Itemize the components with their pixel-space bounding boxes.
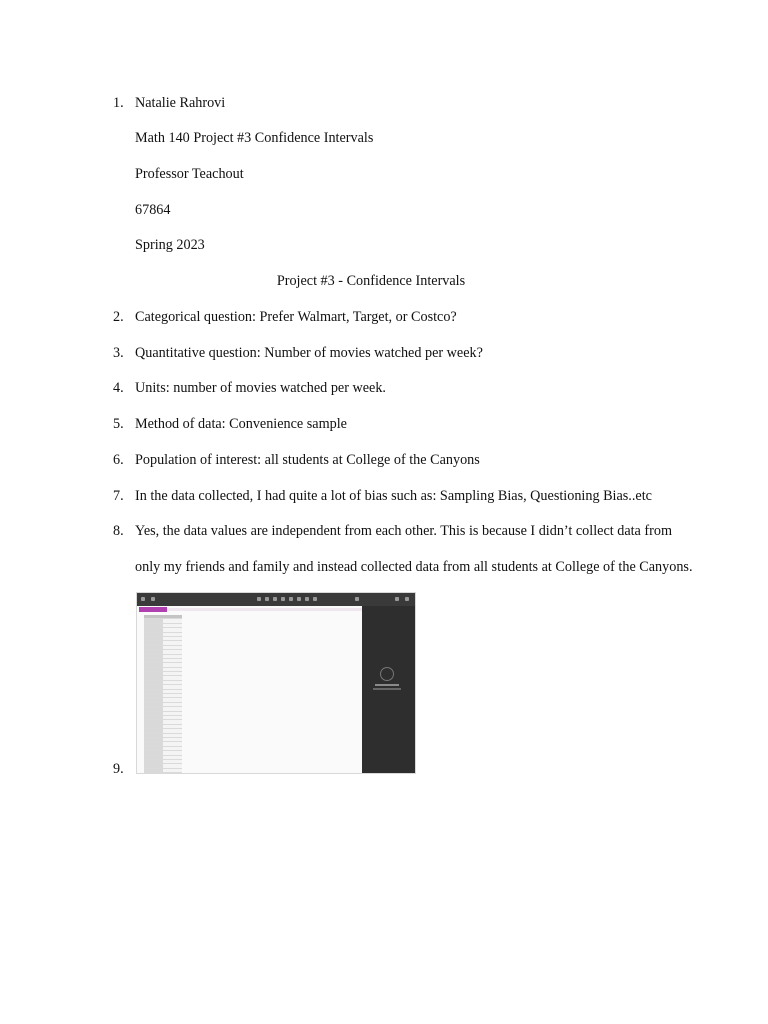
item-text: Method of data: Convenience sample [135,416,347,432]
id-line: 67864 [135,202,171,218]
item-text: In the data collected, I had quite a lot of bias such as: Sampling Bias, Questioning Bias..etc [135,488,652,504]
sheet-tab-bar [167,608,362,611]
item-number: 8. [113,523,124,539]
item-text: Categorical question: Prefer Walmart, Target, or Costco? [135,309,457,325]
author-name: Natalie Rahrovi [135,95,226,111]
app-toolbar [137,593,415,606]
item-number: 6. [113,452,124,468]
item-number: 5. [113,416,124,432]
item-number: 2. [113,309,124,325]
data-table [144,615,182,773]
professor-line: Professor Teachout [135,166,244,182]
item-number: 4. [113,380,124,396]
panel-subcaption [373,688,401,690]
item-number: 9. [113,761,124,777]
item-text: Population of interest: all students at College of the Canyons [135,452,480,468]
item-number: 3. [113,345,124,361]
item-text: Yes, the data values are independent from each other. This is because I didn’t collect data from [135,523,672,539]
panel-caption [375,684,399,686]
item-number: 7. [113,488,124,504]
term-line: Spring 2023 [135,237,205,253]
item-text: Quantitative question: Number of movies watched per week? [135,345,483,361]
embedded-screenshot [137,593,415,773]
side-panel [362,606,415,773]
item-number: 1. [113,95,124,111]
document-title: Project #3 - Confidence Intervals [276,273,466,289]
item-text: Units: number of movies watched per week. [135,380,386,396]
empty-state-icon [380,667,394,681]
item-text: only my friends and family and instead collected data from all students at College of the Canyons. [135,559,693,575]
sheet-tab [139,607,167,612]
course-line: Math 140 Project #3 Confidence Intervals [135,130,374,146]
